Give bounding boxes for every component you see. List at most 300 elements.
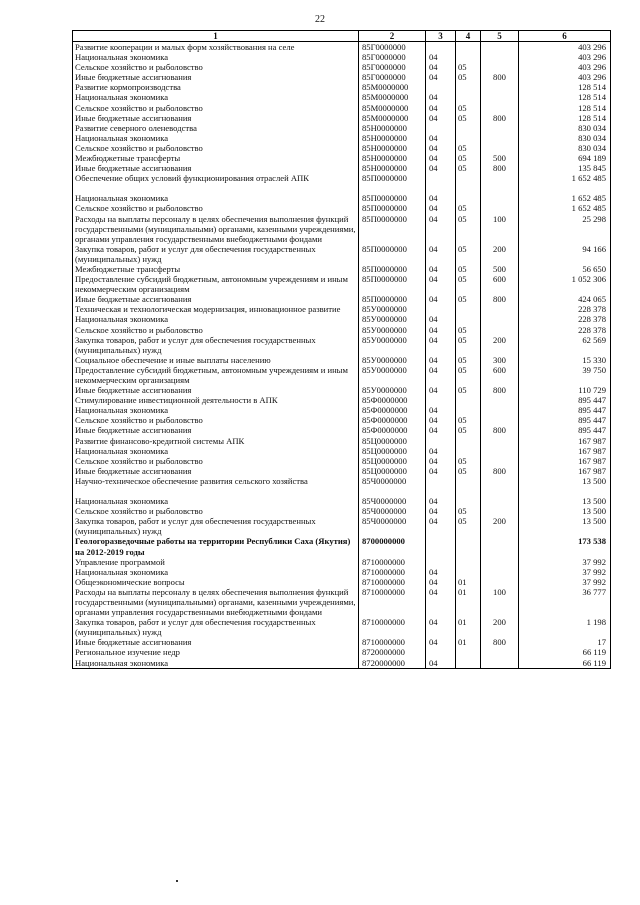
row-name: Обеспечение общих условий функционирования отраслей АПК bbox=[73, 173, 359, 183]
table-row bbox=[73, 183, 611, 193]
table-row bbox=[73, 385, 611, 395]
row-amount: 403 296 bbox=[519, 62, 611, 72]
row-section bbox=[426, 183, 456, 193]
row-code: 85М0000000 bbox=[359, 82, 426, 92]
row-amount: 36 777 bbox=[519, 587, 611, 617]
column-header: 2 bbox=[359, 31, 426, 42]
row-subsection bbox=[456, 567, 481, 577]
page-number: 22 bbox=[315, 14, 325, 25]
column-header: 6 bbox=[519, 31, 611, 42]
row-code: 85Н0000000 bbox=[359, 163, 426, 173]
row-name: Национальная экономика bbox=[73, 52, 359, 62]
row-amount: 167 987 bbox=[519, 466, 611, 476]
row-section: 04 bbox=[426, 335, 456, 355]
row-expense-type bbox=[481, 486, 519, 496]
row-section: 04 bbox=[426, 143, 456, 153]
row-expense-type: 800 bbox=[481, 72, 519, 82]
row-name: Сельское хозяйство и рыболовство bbox=[73, 506, 359, 516]
row-name: Иные бюджетные ассигнования bbox=[73, 72, 359, 82]
row-expense-type bbox=[481, 506, 519, 516]
row-subsection: 05 bbox=[456, 294, 481, 304]
table-row bbox=[73, 405, 611, 415]
table-row bbox=[73, 113, 611, 123]
row-code: 8720000000 bbox=[359, 647, 426, 657]
row-amount: 167 987 bbox=[519, 456, 611, 466]
row-section: 04 bbox=[426, 52, 456, 62]
row-expense-type bbox=[481, 123, 519, 133]
row-code: 85Ц0000000 bbox=[359, 436, 426, 446]
row-expense-type bbox=[481, 103, 519, 113]
row-section: 04 bbox=[426, 385, 456, 395]
row-name bbox=[73, 486, 359, 496]
row-section: 04 bbox=[426, 446, 456, 456]
table-row bbox=[73, 42, 611, 53]
row-name: Закупка товаров, работ и услуг для обеспечения государственных (муниципальных) нужд bbox=[73, 516, 359, 536]
row-section: 04 bbox=[426, 415, 456, 425]
row-subsection: 05 bbox=[456, 385, 481, 395]
row-amount: 128 514 bbox=[519, 92, 611, 102]
row-subsection: 05 bbox=[456, 456, 481, 466]
row-section bbox=[426, 647, 456, 657]
row-section bbox=[426, 557, 456, 567]
row-code: 85Ф0000000 bbox=[359, 425, 426, 435]
row-amount: 895 447 bbox=[519, 415, 611, 425]
row-subsection bbox=[456, 133, 481, 143]
row-amount: 403 296 bbox=[519, 52, 611, 62]
row-amount: 66 119 bbox=[519, 647, 611, 657]
row-expense-type: 200 bbox=[481, 335, 519, 355]
row-name bbox=[73, 183, 359, 193]
row-subsection: 01 bbox=[456, 577, 481, 587]
row-amount: 895 447 bbox=[519, 395, 611, 405]
row-code: 85Н0000000 bbox=[359, 143, 426, 153]
row-section: 04 bbox=[426, 617, 456, 637]
row-amount: 173 538 bbox=[519, 536, 611, 556]
table-row bbox=[73, 647, 611, 657]
row-code bbox=[359, 486, 426, 496]
row-subsection: 01 bbox=[456, 587, 481, 617]
row-code: 85Ч0000000 bbox=[359, 496, 426, 506]
table-row bbox=[73, 506, 611, 516]
row-subsection: 05 bbox=[456, 203, 481, 213]
row-expense-type bbox=[481, 173, 519, 183]
row-code: 85Ф0000000 bbox=[359, 405, 426, 415]
row-section: 04 bbox=[426, 314, 456, 324]
row-subsection: 05 bbox=[456, 264, 481, 274]
row-name: Национальная экономика bbox=[73, 496, 359, 506]
row-expense-type: 800 bbox=[481, 637, 519, 647]
row-section: 04 bbox=[426, 103, 456, 113]
row-code: 85П0000000 bbox=[359, 264, 426, 274]
table-row bbox=[73, 486, 611, 496]
row-section bbox=[426, 123, 456, 133]
row-amount: 37 992 bbox=[519, 557, 611, 567]
row-subsection bbox=[456, 52, 481, 62]
budget-table bbox=[72, 30, 611, 669]
row-name: Региональное изучение недр bbox=[73, 647, 359, 657]
row-name: Национальная экономика bbox=[73, 133, 359, 143]
row-amount: 56 650 bbox=[519, 264, 611, 274]
row-subsection: 05 bbox=[456, 103, 481, 113]
row-name: Иные бюджетные ассигнования bbox=[73, 425, 359, 435]
row-code: 85У0000000 bbox=[359, 335, 426, 355]
row-name: Расходы на выплаты персоналу в целях обеспечения выполнения функций государственными (муниципальными) органами, казенными учреждениями, органами управления государственными внебюджетными фондами bbox=[73, 587, 359, 617]
row-name: Национальная экономика bbox=[73, 193, 359, 203]
row-expense-type bbox=[481, 193, 519, 203]
row-name: Национальная экономика bbox=[73, 92, 359, 102]
row-subsection bbox=[456, 405, 481, 415]
row-subsection bbox=[456, 446, 481, 456]
table-row bbox=[73, 617, 611, 637]
row-expense-type: 500 bbox=[481, 264, 519, 274]
row-section: 04 bbox=[426, 244, 456, 264]
row-section: 04 bbox=[426, 658, 456, 669]
row-section: 04 bbox=[426, 92, 456, 102]
row-name: Сельское хозяйство и рыболовство bbox=[73, 143, 359, 153]
row-code: 85Н0000000 bbox=[359, 123, 426, 133]
table-row bbox=[73, 133, 611, 143]
row-amount: 13 500 bbox=[519, 516, 611, 536]
table-row bbox=[73, 163, 611, 173]
table-row bbox=[73, 143, 611, 153]
row-amount: 1 652 485 bbox=[519, 193, 611, 203]
row-expense-type: 800 bbox=[481, 466, 519, 476]
row-amount: 228 378 bbox=[519, 325, 611, 335]
table-row bbox=[73, 325, 611, 335]
row-expense-type bbox=[481, 143, 519, 153]
row-subsection bbox=[456, 173, 481, 183]
row-amount: 830 034 bbox=[519, 123, 611, 133]
row-section bbox=[426, 536, 456, 556]
row-section: 04 bbox=[426, 133, 456, 143]
row-name: Сельское хозяйство и рыболовство bbox=[73, 415, 359, 425]
table-row bbox=[73, 173, 611, 183]
row-subsection: 05 bbox=[456, 466, 481, 476]
row-amount: 228 378 bbox=[519, 314, 611, 324]
row-name: Сельское хозяйство и рыболовство bbox=[73, 62, 359, 72]
row-expense-type bbox=[481, 476, 519, 486]
row-subsection: 05 bbox=[456, 244, 481, 264]
row-name: Расходы на выплаты персоналу в целях обеспечения выполнения функций государственными (муниципальными) органами, казенными учреждениями, органами управления государственными внебюджетными фондами bbox=[73, 214, 359, 244]
table-row bbox=[73, 304, 611, 314]
table-row bbox=[73, 476, 611, 486]
table-body bbox=[73, 42, 611, 669]
row-code: 85Ц0000000 bbox=[359, 456, 426, 466]
row-name: Развитие северного оленеводства bbox=[73, 123, 359, 133]
column-header: 4 bbox=[456, 31, 481, 42]
row-expense-type: 100 bbox=[481, 214, 519, 244]
row-amount: 37 992 bbox=[519, 567, 611, 577]
row-expense-type bbox=[481, 456, 519, 466]
row-code: 85Ч0000000 bbox=[359, 516, 426, 536]
row-expense-type bbox=[481, 496, 519, 506]
row-code: 85М0000000 bbox=[359, 92, 426, 102]
row-name: Межбюджетные трансферты bbox=[73, 264, 359, 274]
row-name: Закупка товаров, работ и услуг для обеспечения государственных (муниципальных) нужд bbox=[73, 335, 359, 355]
row-amount: 830 034 bbox=[519, 133, 611, 143]
row-name: Сельское хозяйство и рыболовство bbox=[73, 325, 359, 335]
row-section: 04 bbox=[426, 274, 456, 294]
table-row bbox=[73, 103, 611, 113]
row-subsection bbox=[456, 92, 481, 102]
row-code: 85Ч0000000 bbox=[359, 506, 426, 516]
row-expense-type: 200 bbox=[481, 244, 519, 264]
row-name: Социальное обеспечение и иные выплаты населению bbox=[73, 355, 359, 365]
row-expense-type bbox=[481, 415, 519, 425]
row-subsection: 05 bbox=[456, 425, 481, 435]
row-subsection bbox=[456, 536, 481, 556]
row-subsection: 05 bbox=[456, 153, 481, 163]
table-row bbox=[73, 72, 611, 82]
table-row bbox=[73, 536, 611, 556]
row-expense-type bbox=[481, 658, 519, 669]
row-subsection bbox=[456, 647, 481, 657]
row-subsection: 05 bbox=[456, 274, 481, 294]
row-expense-type bbox=[481, 647, 519, 657]
row-code: 85У0000000 bbox=[359, 355, 426, 365]
table-row bbox=[73, 193, 611, 203]
row-name: Иные бюджетные ассигнования bbox=[73, 637, 359, 647]
row-expense-type: 100 bbox=[481, 587, 519, 617]
row-subsection: 05 bbox=[456, 325, 481, 335]
row-expense-type: 800 bbox=[481, 385, 519, 395]
row-subsection: 05 bbox=[456, 72, 481, 82]
row-subsection: 01 bbox=[456, 637, 481, 647]
row-amount: 13 500 bbox=[519, 506, 611, 516]
row-code: 85У0000000 bbox=[359, 365, 426, 385]
row-name: Развитие финансово-кредитной системы АПК bbox=[73, 436, 359, 446]
row-name: Национальная экономика bbox=[73, 446, 359, 456]
row-section: 04 bbox=[426, 567, 456, 577]
row-name: Сельское хозяйство и рыболовство bbox=[73, 203, 359, 213]
row-amount: 1 198 bbox=[519, 617, 611, 637]
row-subsection: 05 bbox=[456, 62, 481, 72]
row-expense-type bbox=[481, 325, 519, 335]
row-section: 04 bbox=[426, 516, 456, 536]
row-subsection bbox=[456, 82, 481, 92]
row-expense-type: 200 bbox=[481, 617, 519, 637]
row-name: Иные бюджетные ассигнования bbox=[73, 385, 359, 395]
row-section bbox=[426, 173, 456, 183]
row-code: 85Г0000000 bbox=[359, 42, 426, 53]
row-expense-type bbox=[481, 133, 519, 143]
row-code: 8710000000 bbox=[359, 567, 426, 577]
row-section: 04 bbox=[426, 72, 456, 82]
row-expense-type: 600 bbox=[481, 365, 519, 385]
row-expense-type: 200 bbox=[481, 516, 519, 536]
table-row bbox=[73, 294, 611, 304]
row-name: Общеэкономические вопросы bbox=[73, 577, 359, 587]
row-section: 04 bbox=[426, 294, 456, 304]
row-expense-type bbox=[481, 557, 519, 567]
table-header-row bbox=[73, 31, 611, 42]
row-section bbox=[426, 476, 456, 486]
row-code: 8710000000 bbox=[359, 587, 426, 617]
column-header: 1 bbox=[73, 31, 359, 42]
row-expense-type: 500 bbox=[481, 153, 519, 163]
row-name: Техническая и технологическая модернизация, инновационное развитие bbox=[73, 304, 359, 314]
row-name: Иные бюджетные ассигнования bbox=[73, 466, 359, 476]
row-amount: 1 652 485 bbox=[519, 173, 611, 183]
row-subsection: 05 bbox=[456, 415, 481, 425]
table-row bbox=[73, 82, 611, 92]
row-name: Управление программой bbox=[73, 557, 359, 567]
row-code: 85П0000000 bbox=[359, 274, 426, 294]
row-expense-type bbox=[481, 577, 519, 587]
row-amount: 13 500 bbox=[519, 476, 611, 486]
row-code: 85Н0000000 bbox=[359, 153, 426, 163]
table-row bbox=[73, 466, 611, 476]
row-section bbox=[426, 486, 456, 496]
scan-speck bbox=[176, 880, 178, 882]
row-code: 85Ц0000000 bbox=[359, 446, 426, 456]
row-name: Развитие кооперации и малых форм хозяйствования на селе bbox=[73, 42, 359, 53]
row-name: Сельское хозяйство и рыболовство bbox=[73, 456, 359, 466]
row-amount: 1 652 485 bbox=[519, 203, 611, 213]
row-subsection: 05 bbox=[456, 214, 481, 244]
table-row bbox=[73, 62, 611, 72]
row-amount: 62 569 bbox=[519, 335, 611, 355]
table-row bbox=[73, 436, 611, 446]
row-name: Национальная экономика bbox=[73, 405, 359, 415]
table-row bbox=[73, 203, 611, 213]
row-subsection: 05 bbox=[456, 516, 481, 536]
row-code: 85П0000000 bbox=[359, 214, 426, 244]
table-row bbox=[73, 567, 611, 577]
row-expense-type bbox=[481, 446, 519, 456]
row-section: 04 bbox=[426, 466, 456, 476]
table-row bbox=[73, 264, 611, 274]
row-subsection bbox=[456, 486, 481, 496]
table-row bbox=[73, 658, 611, 669]
row-section: 04 bbox=[426, 456, 456, 466]
row-amount: 135 845 bbox=[519, 163, 611, 173]
row-expense-type: 800 bbox=[481, 294, 519, 304]
row-amount: 110 729 bbox=[519, 385, 611, 395]
row-section: 04 bbox=[426, 264, 456, 274]
row-section: 04 bbox=[426, 62, 456, 72]
column-header: 3 bbox=[426, 31, 456, 42]
row-name: Геологоразведочные работы на территории Республики Саха (Якутия) на 2012-2019 годы bbox=[73, 536, 359, 556]
row-expense-type bbox=[481, 82, 519, 92]
row-expense-type: 800 bbox=[481, 425, 519, 435]
row-code: 8710000000 bbox=[359, 557, 426, 567]
row-expense-type bbox=[481, 567, 519, 577]
row-code: 85У0000000 bbox=[359, 304, 426, 314]
row-code: 8710000000 bbox=[359, 637, 426, 647]
row-section: 04 bbox=[426, 365, 456, 385]
row-amount: 830 034 bbox=[519, 143, 611, 153]
row-code: 85Ц0000000 bbox=[359, 466, 426, 476]
row-section bbox=[426, 436, 456, 446]
row-name: Национальная экономика bbox=[73, 567, 359, 577]
row-expense-type bbox=[481, 304, 519, 314]
row-code: 85П0000000 bbox=[359, 193, 426, 203]
row-subsection bbox=[456, 183, 481, 193]
row-section bbox=[426, 82, 456, 92]
row-section: 04 bbox=[426, 325, 456, 335]
row-name: Национальная экономика bbox=[73, 314, 359, 324]
row-expense-type bbox=[481, 42, 519, 53]
row-code: 85М0000000 bbox=[359, 113, 426, 123]
row-subsection bbox=[456, 123, 481, 133]
row-amount: 694 189 bbox=[519, 153, 611, 163]
row-code: 8710000000 bbox=[359, 617, 426, 637]
row-section: 04 bbox=[426, 425, 456, 435]
table-row bbox=[73, 587, 611, 617]
row-amount: 403 296 bbox=[519, 72, 611, 82]
row-amount: 17 bbox=[519, 637, 611, 647]
row-subsection: 05 bbox=[456, 113, 481, 123]
row-code bbox=[359, 183, 426, 193]
table-row bbox=[73, 446, 611, 456]
row-expense-type bbox=[481, 314, 519, 324]
table-row bbox=[73, 577, 611, 587]
row-amount: 13 500 bbox=[519, 496, 611, 506]
row-name: Научно-техническое обеспечение развития сельского хозяйства bbox=[73, 476, 359, 486]
row-subsection: 05 bbox=[456, 355, 481, 365]
column-header: 5 bbox=[481, 31, 519, 42]
row-section: 04 bbox=[426, 153, 456, 163]
row-amount: 167 987 bbox=[519, 446, 611, 456]
row-code: 85П0000000 bbox=[359, 173, 426, 183]
row-amount: 37 992 bbox=[519, 577, 611, 587]
row-subsection bbox=[456, 557, 481, 567]
row-name: Предоставление субсидий бюджетным, автономным учреждениям и иным некоммерческим организациям bbox=[73, 274, 359, 294]
row-section: 04 bbox=[426, 214, 456, 244]
table-row bbox=[73, 214, 611, 244]
row-name: Развитие кормопроизводства bbox=[73, 82, 359, 92]
row-expense-type bbox=[481, 436, 519, 446]
row-code: 85Г0000000 bbox=[359, 62, 426, 72]
row-expense-type: 600 bbox=[481, 274, 519, 294]
row-section: 04 bbox=[426, 203, 456, 213]
row-expense-type bbox=[481, 183, 519, 193]
row-code: 85У0000000 bbox=[359, 325, 426, 335]
row-subsection: 05 bbox=[456, 335, 481, 355]
row-name: Межбюджетные трансферты bbox=[73, 153, 359, 163]
row-section: 04 bbox=[426, 506, 456, 516]
row-amount: 25 298 bbox=[519, 214, 611, 244]
row-name: Стимулирование инвестиционной деятельности в АПК bbox=[73, 395, 359, 405]
table-row bbox=[73, 425, 611, 435]
row-name: Иные бюджетные ассигнования bbox=[73, 294, 359, 304]
row-name: Закупка товаров, работ и услуг для обеспечения государственных (муниципальных) нужд bbox=[73, 244, 359, 264]
table-row bbox=[73, 335, 611, 355]
row-name: Предоставление субсидий бюджетным, автономным учреждениям и иным некоммерческим организациям bbox=[73, 365, 359, 385]
row-code: 85М0000000 bbox=[359, 103, 426, 113]
table-row bbox=[73, 274, 611, 294]
row-section bbox=[426, 395, 456, 405]
row-code: 85П0000000 bbox=[359, 203, 426, 213]
row-subsection: 05 bbox=[456, 365, 481, 385]
row-amount: 895 447 bbox=[519, 405, 611, 415]
table-row bbox=[73, 314, 611, 324]
row-section: 04 bbox=[426, 163, 456, 173]
row-name: Иные бюджетные ассигнования bbox=[73, 113, 359, 123]
row-amount: 128 514 bbox=[519, 103, 611, 113]
row-amount: 39 750 bbox=[519, 365, 611, 385]
row-code: 8710000000 bbox=[359, 577, 426, 587]
row-subsection bbox=[456, 42, 481, 53]
row-code: 85Г0000000 bbox=[359, 72, 426, 82]
row-code: 85Ф0000000 bbox=[359, 395, 426, 405]
table-row bbox=[73, 456, 611, 466]
row-expense-type: 800 bbox=[481, 163, 519, 173]
row-amount: 228 378 bbox=[519, 304, 611, 314]
table-row bbox=[73, 92, 611, 102]
row-name: Иные бюджетные ассигнования bbox=[73, 163, 359, 173]
